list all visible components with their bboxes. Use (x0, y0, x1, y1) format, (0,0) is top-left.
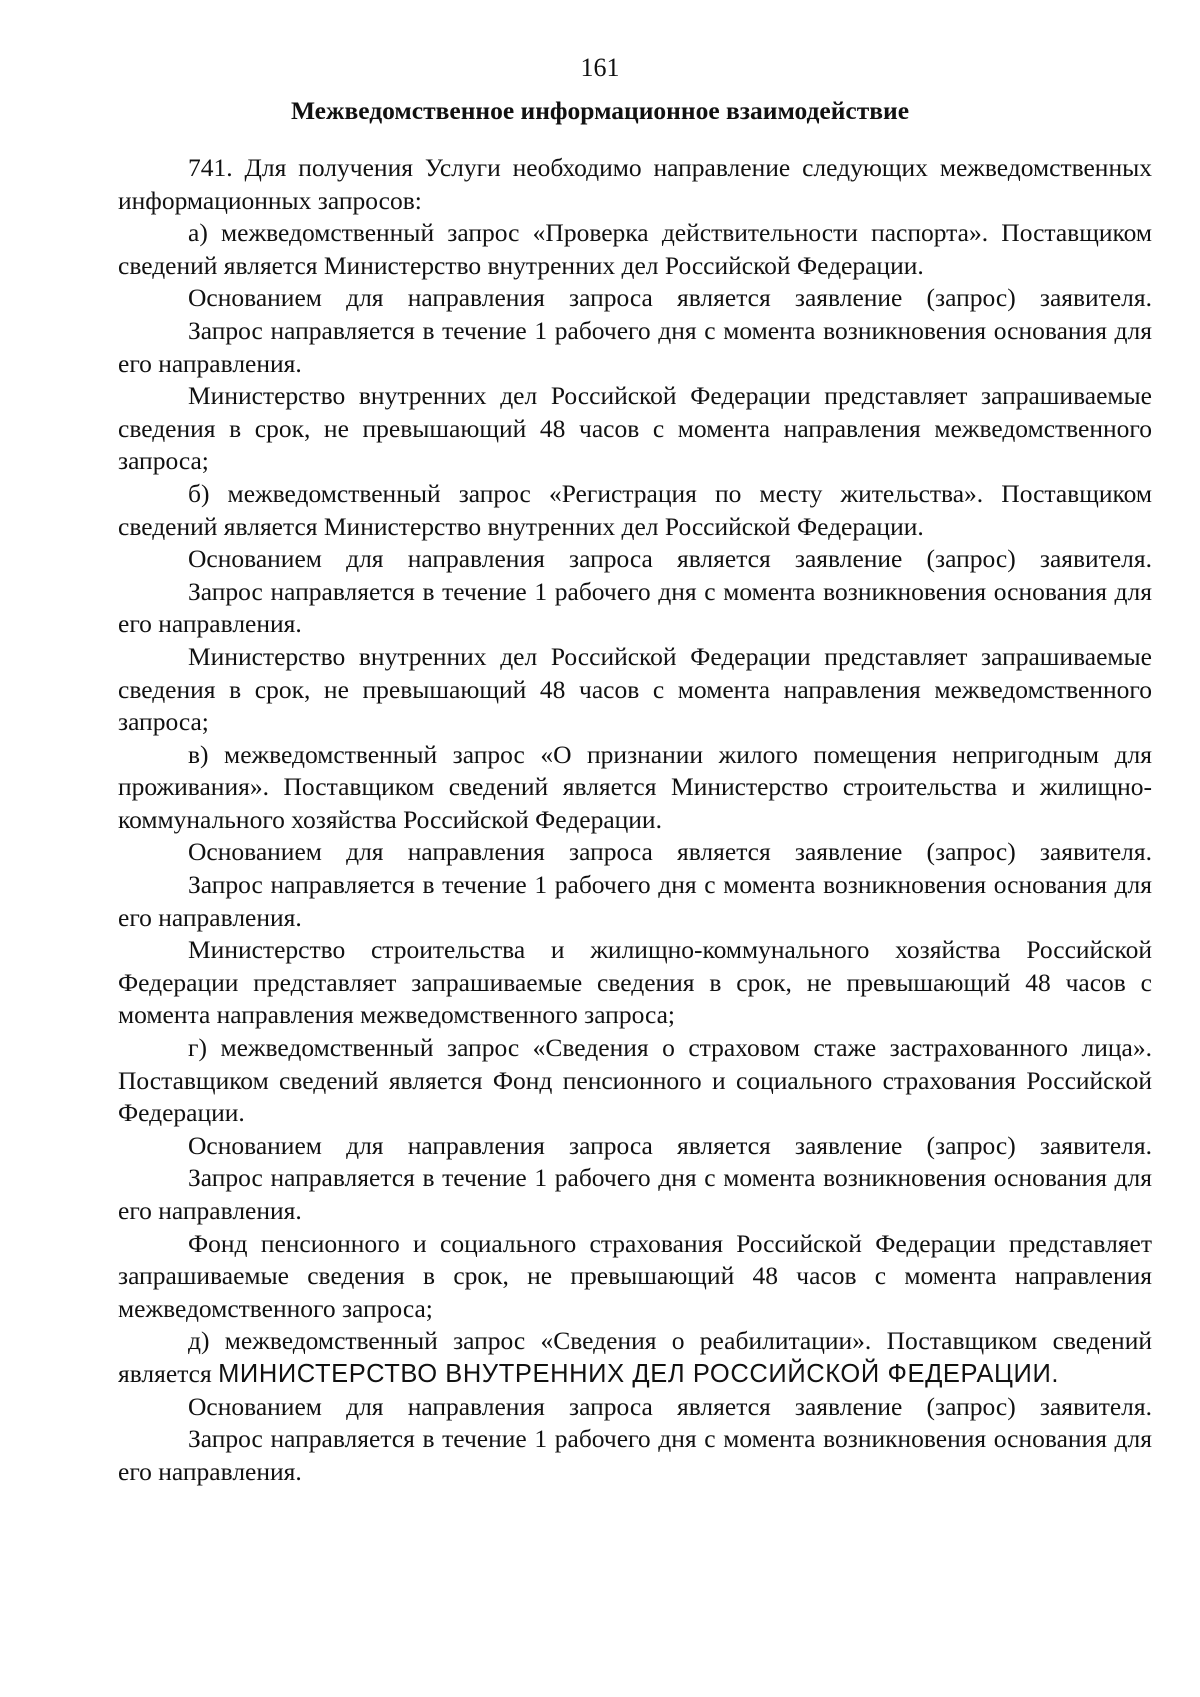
paragraph-text: Запрос направляется в течение 1 рабочего дня с момента возникновения основания для его направления. (118, 870, 1152, 932)
paragraph (118, 869, 1152, 934)
paragraph (118, 1391, 1152, 1424)
paragraph (118, 576, 1152, 641)
paragraph-text: Основанием для направления запроса является заявление (запрос) заявителя. (188, 1391, 1152, 1421)
paragraph (118, 217, 1152, 282)
paragraph-text: Основанием для направления запроса является заявление (запрос) заявителя. (188, 283, 1152, 313)
paragraph-text: Министерство строительства и жилищно-коммунального хозяйства Российской Федерации представляет запрашиваемые сведения в срок, не превышающий 48 часов с момента направления межведомственного запроса; (118, 935, 1152, 1030)
paragraph (118, 1228, 1152, 1326)
paragraph (118, 152, 1152, 217)
paragraph (118, 641, 1152, 739)
paragraph (118, 282, 1152, 315)
paragraph-text: Запрос направляется в течение 1 рабочего дня с момента возникновения основания для его направления. (118, 1424, 1152, 1486)
paragraph (118, 1325, 1152, 1390)
paragraph-text: г) межведомственный запрос «Сведения о страховом стаже застрахованного лица». Поставщиком сведений является Фонд пенсионного и социального страхования Российской Федерации. (118, 1033, 1152, 1128)
paragraph-text: Основанием для направления запроса является заявление (запрос) заявителя. (188, 1130, 1152, 1160)
paragraph (118, 1162, 1152, 1227)
document-body (118, 152, 1152, 1488)
paragraph (118, 543, 1152, 576)
paragraph (118, 478, 1152, 543)
paragraph-text: Запрос направляется в течение 1 рабочего дня с момента возникновения основания для его направления. (118, 1163, 1152, 1225)
paragraph-text: Министерство внутренних дел Российской Федерации представляет запрашиваемые сведения в срок, не превышающий 48 часов с момента направления межведомственного запроса; (118, 381, 1152, 476)
paragraph-text: Основанием для направления запроса является заявление (запрос) заявителя. (188, 837, 1152, 867)
paragraph (118, 1130, 1152, 1163)
paragraph-text: д) межведомственный запрос «Сведения о реабилитации». Поставщиком сведений является (118, 1326, 1152, 1388)
paragraph (118, 315, 1152, 380)
section-heading: Межведомственное информационное взаимодействие (290, 96, 910, 125)
paragraph-text: 741. Для получения Услуги необходимо направление следующих межведомственных информационных запросов: (118, 153, 1152, 215)
paragraph (118, 836, 1152, 869)
paragraph (118, 739, 1152, 837)
paragraph-text: Запрос направляется в течение 1 рабочего дня с момента возникновения основания для его направления. (118, 315, 1152, 378)
paragraph-text: Основанием для направления запроса является заявление (запрос) заявителя. (188, 544, 1152, 574)
paragraph (118, 1032, 1152, 1130)
paragraph-text: в) межведомственный запрос «О признании жилого помещения непригодным для проживания». Поставщиком сведений является Министерство строительства и жилищно-коммунального хозяйства Российской Федерации. (118, 739, 1152, 834)
paragraph-text: Фонд пенсионного и социального страхования Российской Федерации представляет запрашиваемые сведения в срок, не превышающий 48 часов с момента направления межведомственного запроса; (118, 1228, 1152, 1323)
paragraph-text: Министерство внутренних дел Российской Федерации представляет запрашиваемые сведения в срок, не превышающий 48 часов с момента направления межведомственного запроса; (118, 641, 1152, 737)
paragraph-text: а) межведомственный запрос «Проверка действительности паспорта». Поставщиком сведений является Министерство внутренних дел Российской Федерации. (118, 218, 1152, 280)
paragraph (118, 380, 1152, 478)
paragraph (118, 934, 1152, 1032)
page-number: 161 (580, 53, 620, 82)
paragraph (118, 1423, 1152, 1488)
paragraph-text: б) межведомственный запрос «Регистрация по месту жительства». Поставщиком сведений является Министерство внутренних дел Российской Федерации. (118, 478, 1152, 541)
provider-name-caps: МИНИСТЕРСТВО ВНУТРЕННИХ ДЕЛ РОССИЙСКОЙ ФЕДЕРАЦИИ. (218, 1359, 1060, 1388)
paragraph-text: Запрос направляется в течение 1 рабочего дня с момента возникновения основания для его направления. (118, 576, 1152, 639)
